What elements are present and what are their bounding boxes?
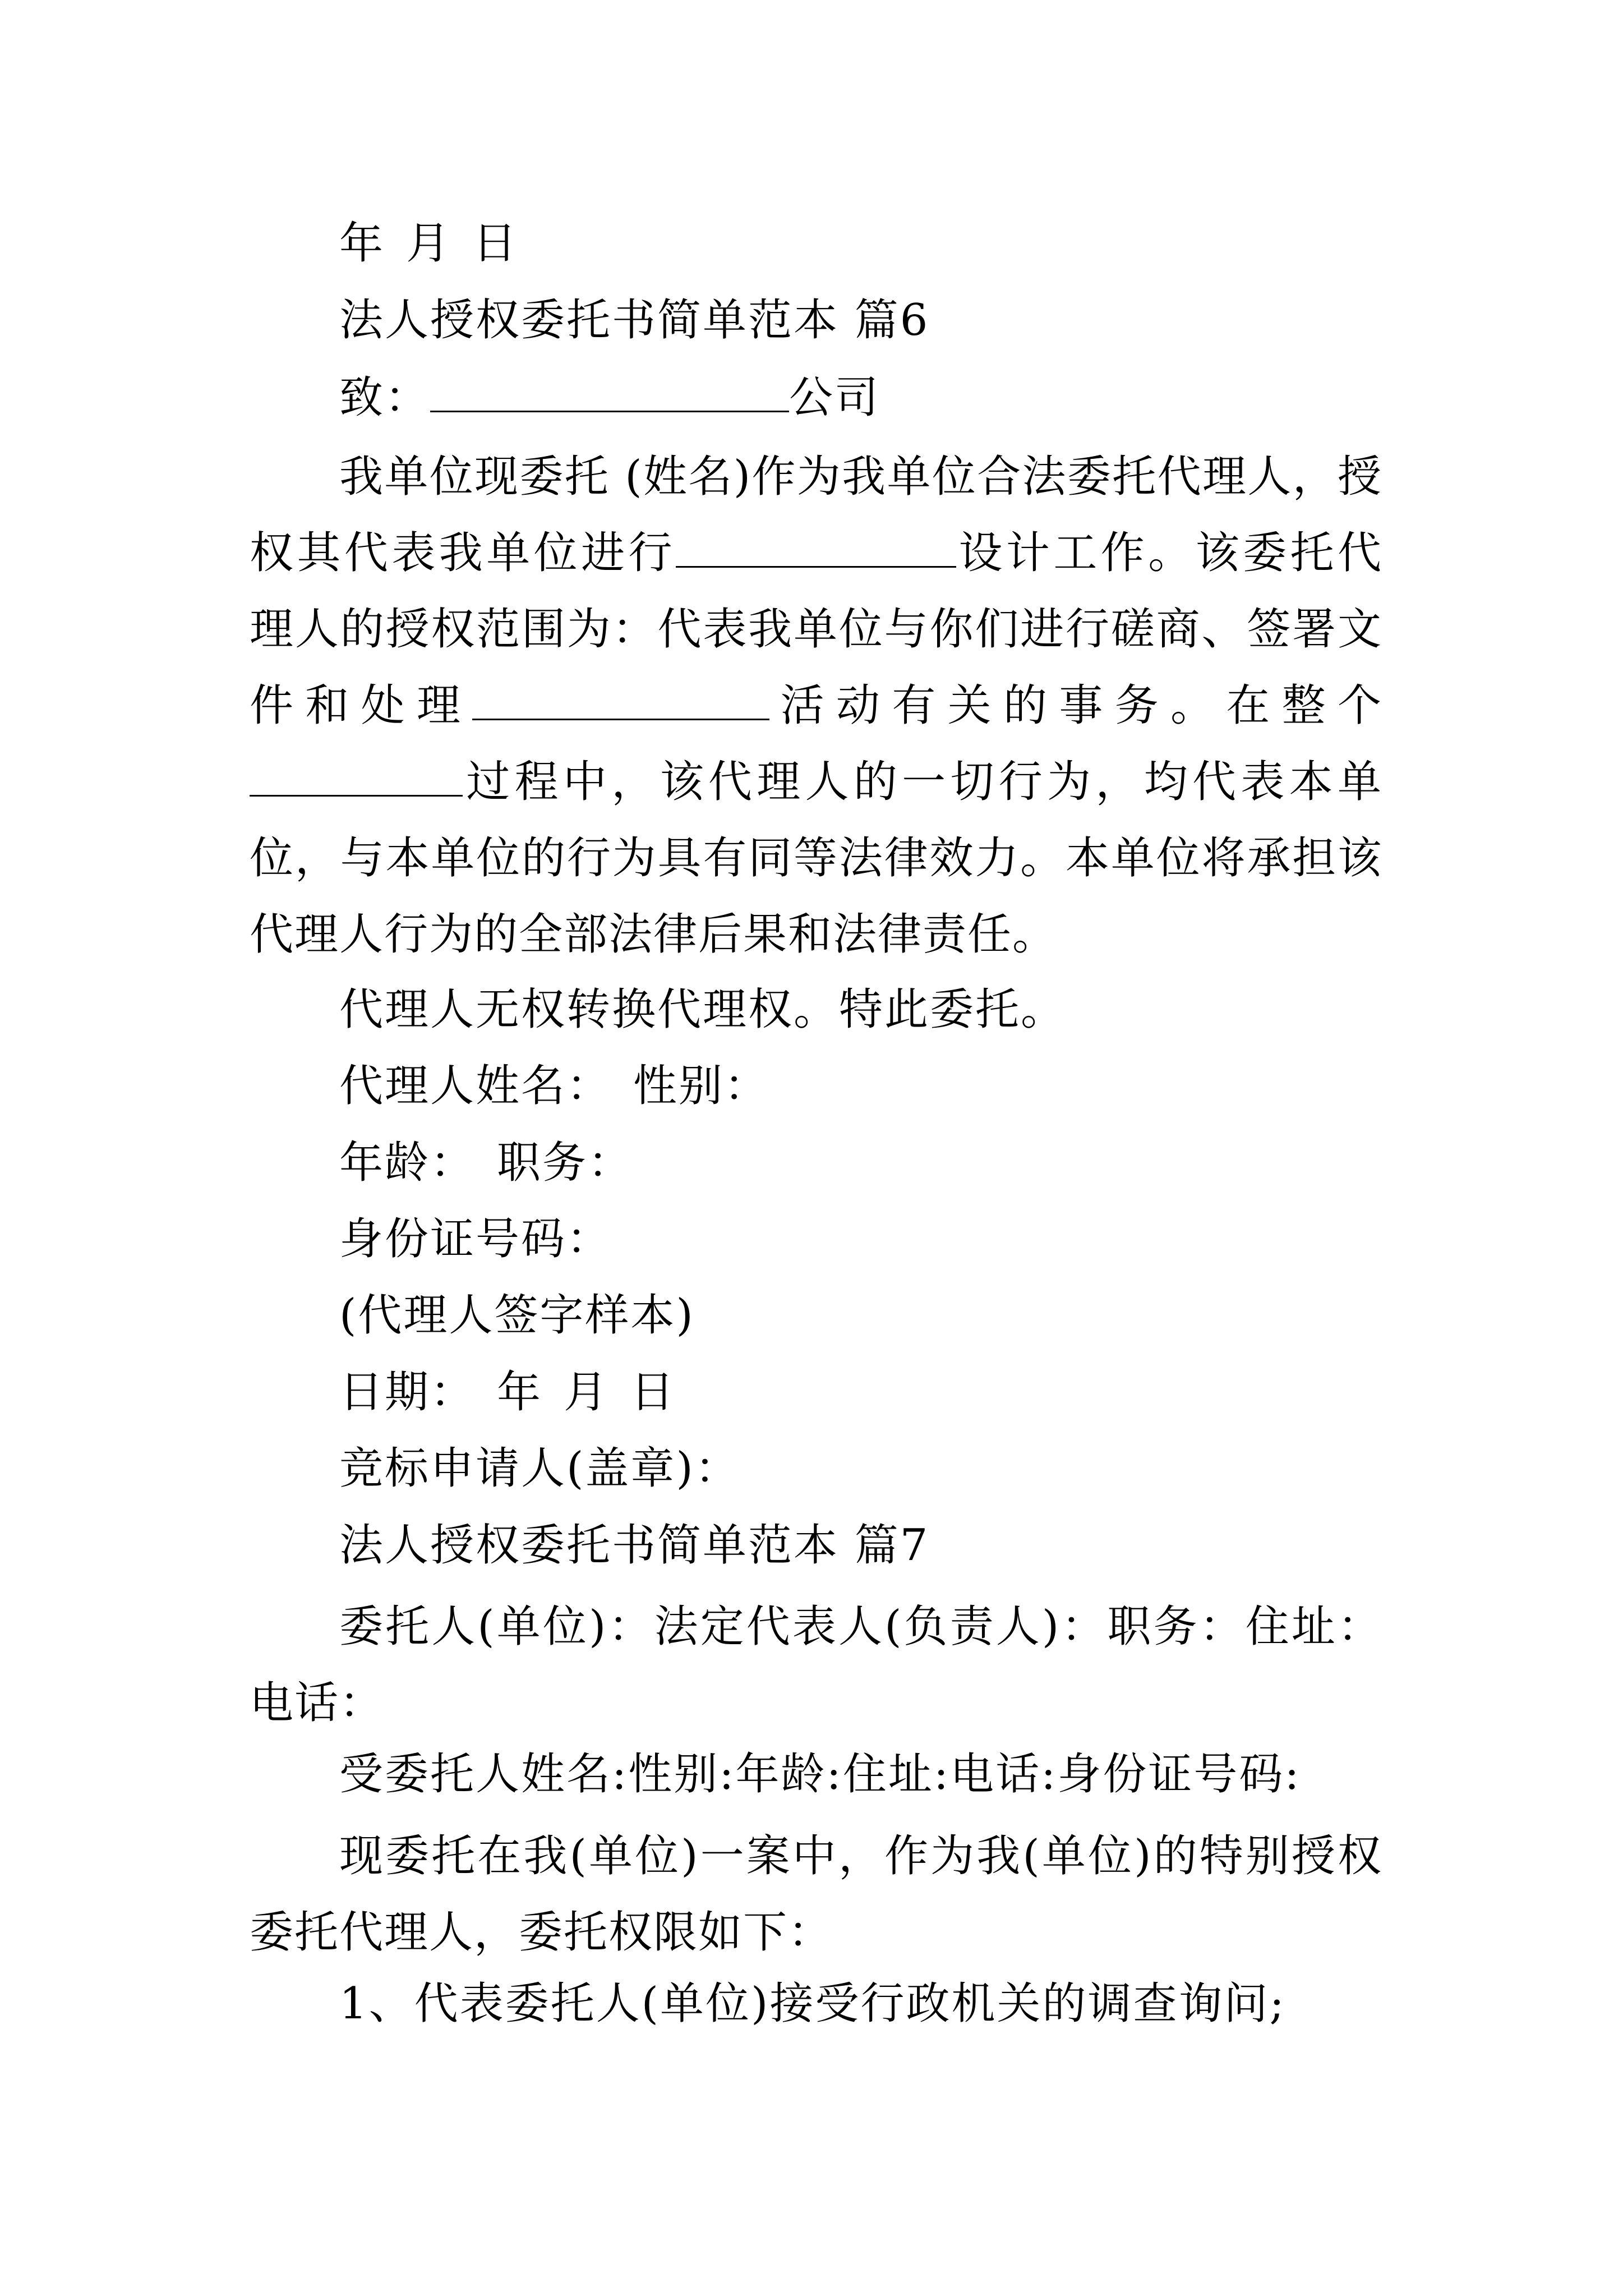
paragraph-part-a: 我单位现委托 (姓名)作为我单位合法委托代理人，授权其代表我单位进行 bbox=[250, 452, 1382, 578]
signature-sample-line: (代理人签字样本) bbox=[339, 1290, 695, 1341]
date-day: 日 bbox=[473, 218, 519, 269]
principal-paragraph: 委托人(单位)：法定代表人(负责人)：职务：住址：电话： bbox=[250, 1602, 1382, 1728]
section7-heading: 法人授权委托书简单范本 篇7 bbox=[339, 1520, 930, 1571]
work-blank bbox=[676, 527, 956, 568]
authority-item-1: 1、代表委托人(单位)接受行政机关的调查询问; bbox=[339, 1978, 1286, 2029]
signing-date-day: 日 bbox=[630, 1367, 676, 1418]
signing-date-label: 日期： bbox=[339, 1367, 476, 1418]
paragraph-part-c: 活动有关的事务。在整个 bbox=[769, 680, 1382, 731]
addressee-line bbox=[0, 371, 1623, 425]
date-month: 月 bbox=[406, 218, 452, 269]
paragraph-part-b: 设计工作。该委托代理人的授权范围为：代表我单位与你们进行磋商、签署文件和处理 bbox=[250, 528, 1382, 731]
trustee-line: 受委托人姓名:性别:年龄:住址:电话:身份证号码: bbox=[339, 1749, 1301, 1800]
signing-date-month: 月 bbox=[564, 1367, 610, 1418]
date-year: 年 bbox=[339, 218, 385, 269]
company-name-blank bbox=[430, 371, 789, 412]
addressee-suffix: 公司 bbox=[789, 372, 880, 423]
paragraph-part-d: 过程中，该代理人的一切行为，均代表本单位，与本单位的行为具有同等法律效力。本单位将承担该代理人行为的全部法律后果和法律责任。 bbox=[250, 757, 1382, 960]
section6-heading: 法人授权委托书简单范本 篇6 bbox=[339, 295, 930, 346]
date-line bbox=[0, 218, 1623, 270]
age-position-line bbox=[0, 1137, 1623, 1190]
bidder-seal-line: 竞标申请人(盖章)： bbox=[339, 1443, 740, 1494]
no-transfer-line: 代理人无权转换代理权。特此委托。 bbox=[339, 984, 1067, 1035]
id-number-line: 身份证号码： bbox=[339, 1214, 612, 1264]
addressee-prefix: 致： bbox=[339, 372, 431, 423]
agent-name-label: 代理人姓名： bbox=[339, 1061, 612, 1111]
signing-date-line bbox=[0, 1366, 1623, 1419]
process-blank bbox=[250, 756, 463, 797]
authorization-paragraph bbox=[250, 439, 1382, 973]
position-label: 职务： bbox=[497, 1138, 634, 1188]
activity-blank bbox=[472, 679, 769, 720]
gender-label: 性别： bbox=[633, 1061, 770, 1111]
agent-name-line bbox=[0, 1060, 1623, 1113]
signing-date-year: 年 bbox=[497, 1367, 543, 1418]
authority-intro-paragraph: 现委托在我(单位)一案中，作为我(单位)的特别授权委托代理人，委托权限如下： bbox=[250, 1831, 1382, 1958]
age-label: 年龄： bbox=[339, 1138, 476, 1188]
